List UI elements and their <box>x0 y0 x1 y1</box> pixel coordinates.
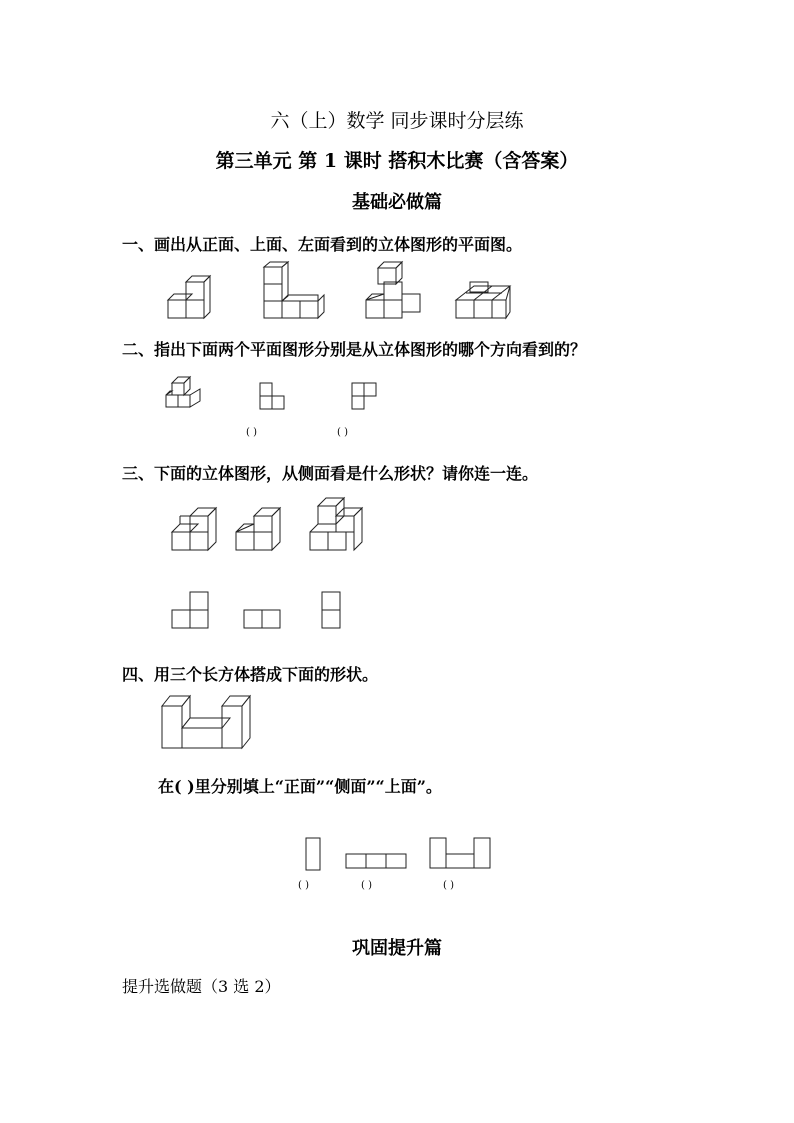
section-advanced-title: 巩固提升篇 <box>352 938 442 959</box>
q4-view-side <box>306 838 320 870</box>
question-1: 一、画出从正面、上面、左面看到的立体图形的平面图。 <box>122 235 523 254</box>
q3-view-1 <box>172 592 208 628</box>
q3-view-2 <box>244 610 280 628</box>
q4-view-top <box>346 854 406 868</box>
q3-solids <box>170 494 370 556</box>
q2-solid <box>166 377 200 407</box>
q1-figure-4 <box>456 282 510 318</box>
q3-view-3 <box>322 592 340 628</box>
page-subtitle: 第三单元 第 1 课时 搭积木比赛（含答案） <box>215 150 579 172</box>
q4-answer-blank-2[interactable]: ( ) <box>361 880 372 891</box>
q1-figure-2 <box>264 262 324 318</box>
optional-exercise-heading: 提升选做题（3 选 2） <box>122 977 281 996</box>
q4-views <box>300 836 500 872</box>
page-title: 六（上）数学 同步课时分层练 <box>270 110 524 132</box>
question-2: 二、指出下面两个平面图形分别是从立体图形的哪个方向看到的？ <box>122 340 587 359</box>
q4-answer-blank-3[interactable]: ( ) <box>443 880 454 891</box>
q3-solid-3 <box>310 498 362 550</box>
q2-answer-blank-2[interactable]: ( ) <box>337 427 348 438</box>
q4-view-front <box>430 838 490 868</box>
q1-cube-figures <box>160 262 520 322</box>
q3-side-views <box>170 590 350 632</box>
question-3: 三、下面的立体图形，从侧面看是什么形状？请你连一连。 <box>122 464 539 483</box>
q4-instruction: 在( )里分别填上“正面”“侧面”“上面”。 <box>158 777 442 796</box>
q4-answer-blank-1[interactable]: ( ) <box>298 880 309 891</box>
q2-answer-blank-1[interactable]: ( ) <box>246 427 257 438</box>
q1-figure-3 <box>366 262 420 318</box>
q3-solid-2 <box>236 508 280 550</box>
q4-cuboid-structure <box>160 692 260 752</box>
q3-solid-1 <box>172 508 216 550</box>
question-4: 四、用三个长方体搭成下面的形状。 <box>122 665 379 684</box>
q2-view-a <box>260 383 284 409</box>
q2-view-b <box>352 383 376 409</box>
q2-figures <box>160 377 420 417</box>
section-basic-title: 基础必做篇 <box>352 192 442 213</box>
q1-figure-1 <box>168 276 210 318</box>
